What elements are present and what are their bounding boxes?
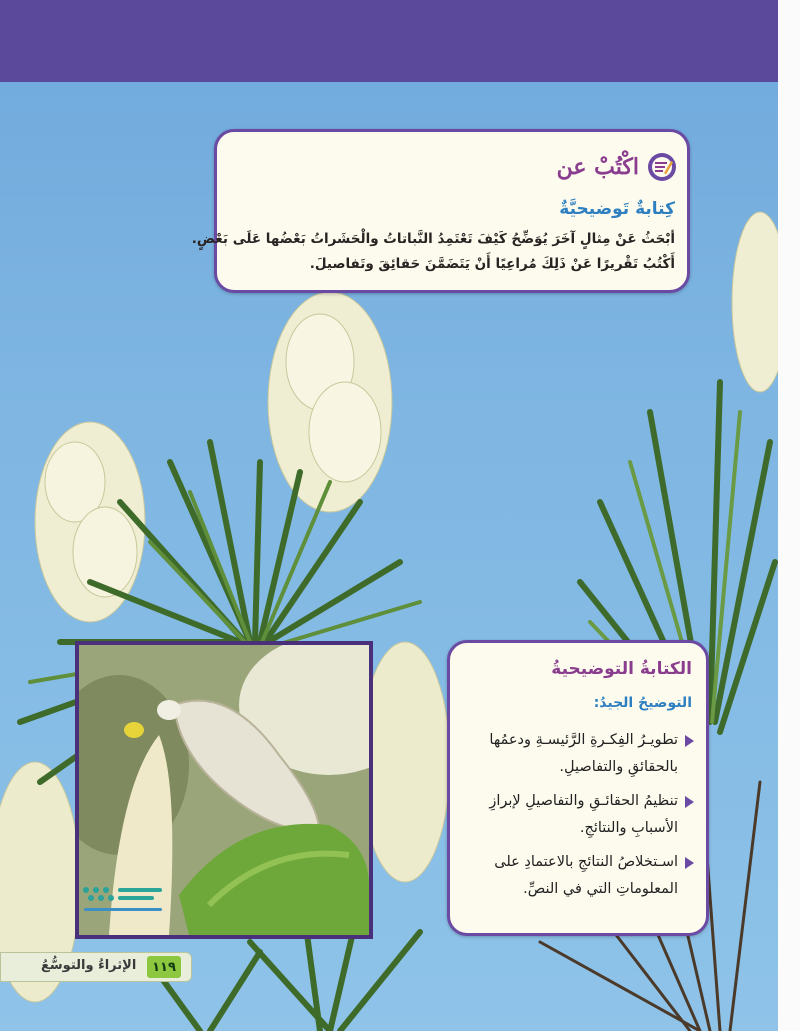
page-footer	[0, 952, 192, 982]
write-about-line: أبْحَثُ عَنْ مِثالٍ آخَرَ يُوَضِّحُ كَيْفَ تَعْتَمِدُ النَّباتاتُ والْحَشَراتُ بَعْضُها عَلَى بَعْضٍ.	[191, 231, 675, 247]
point-text: تطويـرُ الفِكـرةِ الرَّئيسـةِ ودعمُها بالحقائقِ والتفاصيلِ.	[489, 732, 678, 775]
write-about-header	[557, 152, 677, 182]
point-text: اسـتخلاصُ النتائجِ بالاعتمادِ على المعلوماتِ التي في النصِّ.	[494, 854, 678, 897]
section-label: الإثراءُ والتوسُّعُ	[41, 958, 137, 973]
write-about-card	[191, 129, 690, 293]
page-margin	[778, 0, 800, 1031]
ministry-logo	[78, 880, 168, 922]
flower-cluster-right	[732, 212, 778, 392]
list-item	[456, 727, 694, 781]
explanatory-writing-card	[447, 640, 709, 936]
explanatory-writing-subtitle: التوضيحُ الجيدُ:	[593, 695, 692, 711]
pencil-icon	[647, 152, 677, 182]
write-about-line: أَكْتُبُ تَقْريرًا عَنْ ذَلِكَ مُراعِيًا أَنْ يَتَضَمَّنَ حَقائِقَ وتَفاصيلَ.	[309, 256, 675, 272]
explanatory-writing-title: الكتابةُ التوضيحيةُ	[551, 659, 692, 679]
flower-cluster-left	[35, 422, 145, 622]
triangle-bullet-icon	[685, 796, 694, 808]
triangle-bullet-icon	[685, 857, 694, 869]
point-text: تنظيمُ الحقائـقِ والتفاصيلِ لإبرازِ الأسبابِ والنتائجِ.	[489, 793, 678, 836]
triangle-bullet-icon	[685, 735, 694, 747]
explanatory-points-list	[456, 727, 694, 910]
write-about-heading: اكْتُبْ عن	[556, 154, 639, 180]
flower-cluster-center	[268, 292, 392, 512]
write-about-body	[191, 227, 675, 277]
list-item	[456, 788, 694, 842]
write-about-subheading: كِتابةٌ تَوضيحيَّةٌ	[559, 199, 675, 219]
header-band	[0, 0, 778, 82]
list-item	[456, 849, 694, 903]
page-number: ١١٩	[147, 956, 181, 978]
